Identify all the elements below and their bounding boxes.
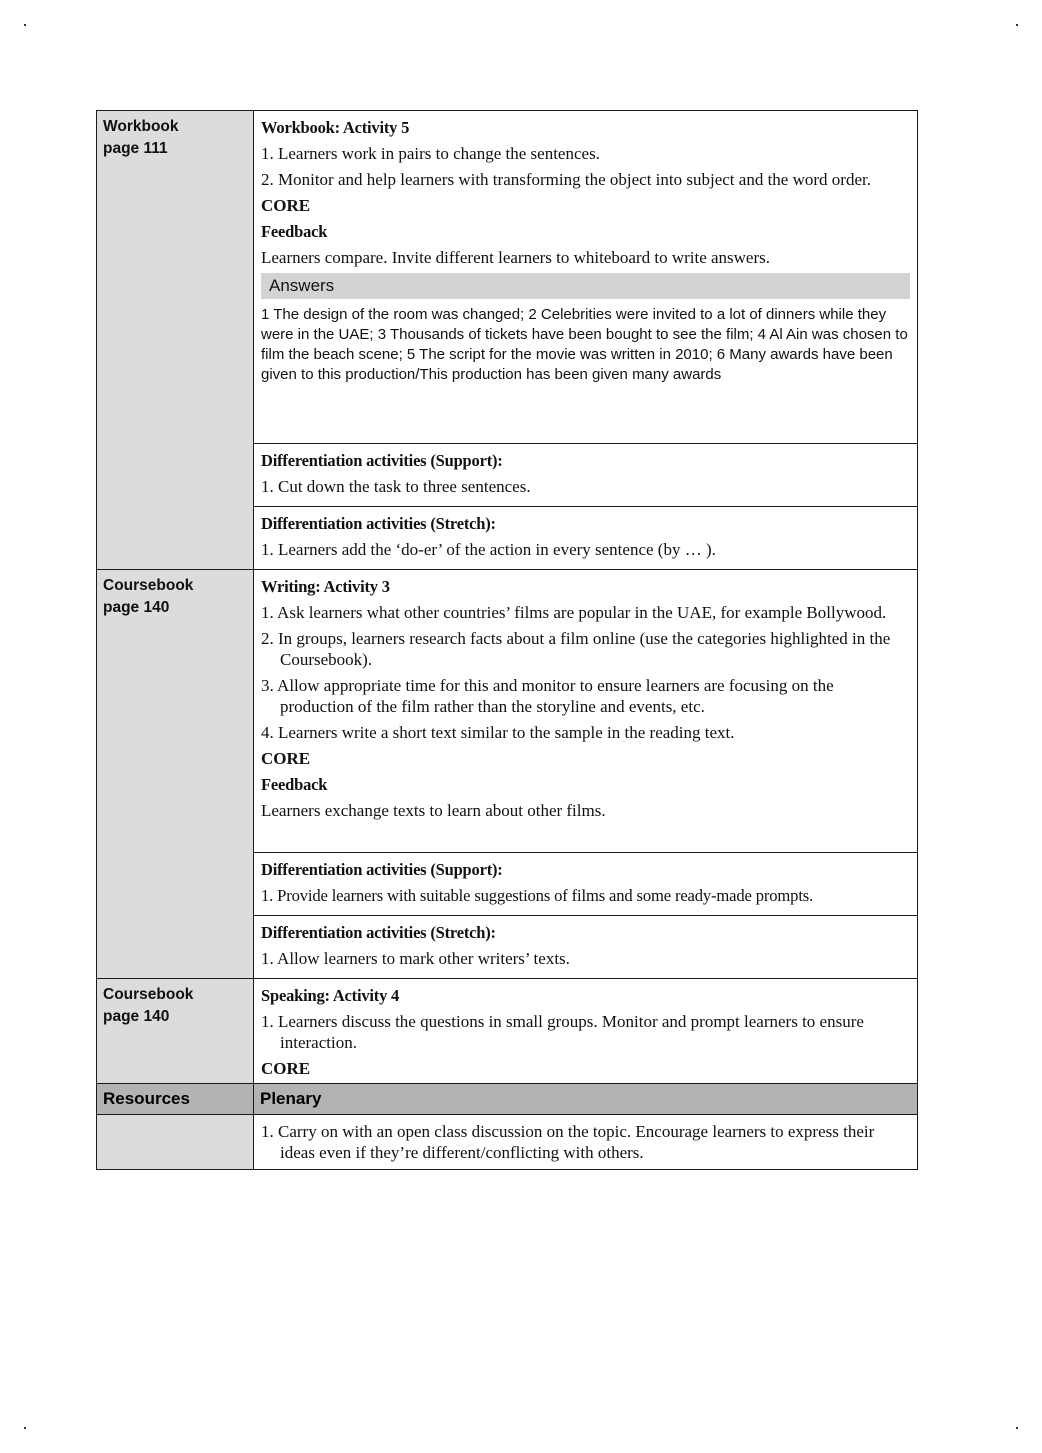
resource-cell bbox=[97, 111, 254, 570]
core-label: CORE bbox=[261, 1059, 311, 1078]
differentiation-title: Differentiation activities (Stretch): bbox=[261, 923, 496, 942]
plenary-header-row bbox=[97, 1084, 918, 1115]
activity-title: Writing: Activity 3 bbox=[261, 577, 390, 596]
differentiation-title: Differentiation activities (Support): bbox=[261, 451, 503, 470]
list-item: 3. Allow appropriate time for this and monitor to ensure learners are focusing on the production of the film rather than the storyline and events, etc. bbox=[261, 676, 834, 716]
list-item: 1. Learners work in pairs to change the sentences. bbox=[261, 144, 600, 163]
table-row bbox=[97, 979, 918, 1084]
resource-name: Coursebook bbox=[103, 986, 194, 1003]
core-label: CORE bbox=[261, 749, 311, 768]
crop-mark-top-right bbox=[1016, 24, 1018, 26]
differentiation-stretch-cell bbox=[254, 507, 918, 570]
resource-page: page 111 bbox=[103, 140, 168, 157]
list-item: 4. Learners write a short text similar to the sample in the reading text. bbox=[261, 723, 735, 742]
list-item: 1. Provide learners with suitable suggestions of films and some ready-made prompts. bbox=[261, 886, 814, 905]
differentiation-stretch-cell bbox=[254, 916, 918, 979]
plenary-cell bbox=[254, 1115, 918, 1170]
feedback-text: Learners compare. Invite different learners to whiteboard to write answers. bbox=[261, 248, 771, 267]
list-item: 1. Carry on with an open class discussion on the topic. Encourage learners to express their ideas even if they’re different/conflicting with others. bbox=[261, 1122, 875, 1162]
resource-name: Coursebook bbox=[103, 577, 194, 594]
answers-text: 1 The design of the room was changed; 2 Celebrities were invited to a lot of dinners while they were in the UAE; 3 Thousands of tickets have been bought to see the film; 4 Al Ain was chosen to film the beach scene; 5 The script for the movie was written in 2010; 6 Many awards have been given to this production/This production has been given many awards bbox=[261, 306, 908, 383]
list-item: 2. Monitor and help learners with transforming the object into subject and the word order. bbox=[261, 170, 871, 189]
list-item: 1. Learners add the ‘do-er’ of the action in every sentence (by … ). bbox=[261, 540, 716, 559]
resources-header: Resources bbox=[97, 1084, 254, 1115]
resource-cell-empty bbox=[97, 1115, 254, 1170]
activity-title: Workbook: Activity 5 bbox=[261, 118, 410, 137]
list-item: 1. Cut down the task to three sentences. bbox=[261, 477, 531, 496]
activity-cell bbox=[254, 111, 918, 444]
differentiation-title: Differentiation activities (Support): bbox=[261, 860, 503, 879]
answers-header: Answers bbox=[261, 273, 910, 299]
resource-name: Workbook bbox=[103, 118, 179, 135]
activity-cell bbox=[254, 570, 918, 853]
feedback-label: Feedback bbox=[261, 222, 328, 241]
resource-page: page 140 bbox=[103, 599, 170, 616]
table-row bbox=[97, 1115, 918, 1170]
crop-mark-bottom-left bbox=[24, 1427, 26, 1429]
crop-mark-bottom-right bbox=[1016, 1427, 1018, 1429]
list-item: 1. Allow learners to mark other writers’ texts. bbox=[261, 949, 570, 968]
plenary-header: Plenary bbox=[254, 1084, 918, 1115]
crop-mark-top-left bbox=[24, 24, 26, 26]
lesson-plan-table bbox=[96, 110, 918, 1170]
table-row bbox=[97, 111, 918, 444]
activity-cell bbox=[254, 979, 918, 1084]
list-item: 1. Ask learners what other countries’ films are popular in the UAE, for example Bollywood. bbox=[261, 603, 887, 622]
resource-cell bbox=[97, 570, 254, 979]
feedback-label: Feedback bbox=[261, 775, 328, 794]
activity-title: Speaking: Activity 4 bbox=[261, 986, 400, 1005]
list-item: 2. In groups, learners research facts about a film online (use the categories highlighted in the Coursebook). bbox=[261, 629, 891, 669]
differentiation-support-cell bbox=[254, 853, 918, 916]
differentiation-title: Differentiation activities (Stretch): bbox=[261, 514, 496, 533]
core-label: CORE bbox=[261, 196, 311, 215]
table-row bbox=[97, 570, 918, 853]
resource-page: page 140 bbox=[103, 1008, 170, 1025]
resource-cell bbox=[97, 979, 254, 1084]
differentiation-support-cell bbox=[254, 444, 918, 507]
list-item: 1. Learners discuss the questions in small groups. Monitor and prompt learners to ensure interaction. bbox=[261, 1012, 864, 1052]
feedback-text: Learners exchange texts to learn about other films. bbox=[261, 801, 606, 820]
